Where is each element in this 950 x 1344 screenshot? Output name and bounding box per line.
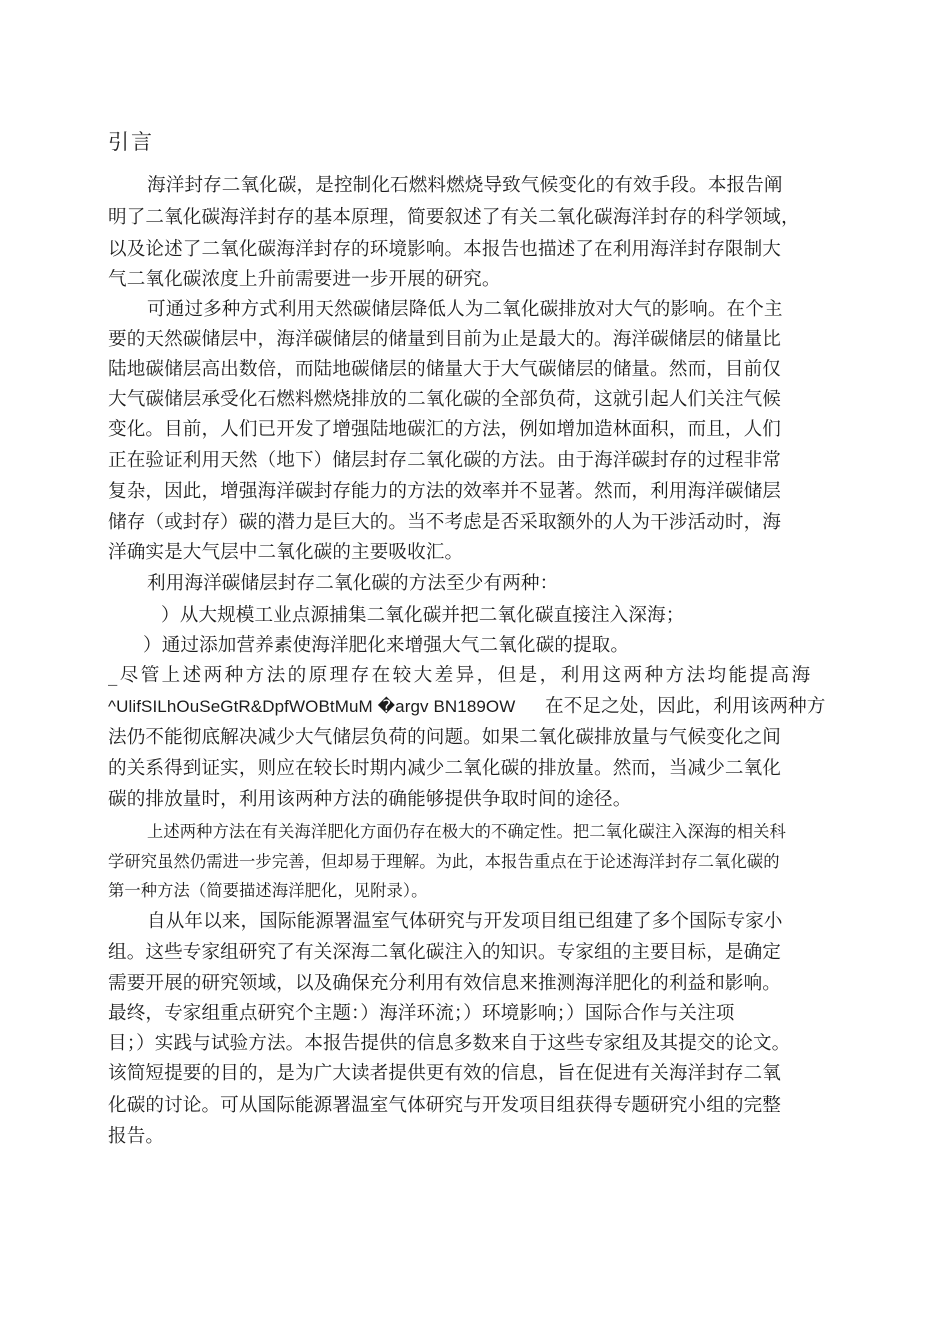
paragraph-2-line-5: 变化。目前，人们已开发了增强陆地碳汇的方法，例如增加造林面积，而且，人们	[108, 419, 781, 440]
paragraph-2-line-1: 可通过多种方式利用天然碳储层降低人为二氧化碳排放对大气的影响。在个主	[147, 299, 783, 320]
paragraph-6-line-5: 目；）实践与试验方法。本报告提供的信息多数来自于这些专家组及其提交的论文。	[108, 1033, 791, 1054]
paragraph-2-line-8: 储存（或封存）碳的潜力是巨大的。当不考虑是否采取额外的人为干涉活动时，海	[108, 512, 781, 533]
paragraph-4-line-4: 的关系得到证实，则应在较长时期内减少二氧化碳的排放量。然而，当减少二氧化	[108, 758, 781, 779]
paragraph-2-line-6: 正在验证利用天然（地下）储层封存二氧化碳的方法。由于海洋碳封存的过程非常	[108, 450, 781, 471]
paragraph-5-line-2: 学研究虽然仍需进一步完善，但却易于理解。为此，本报告重点在于论述海洋封存二氧化碳的	[108, 852, 780, 871]
paragraph-6-line-3: 需要开展的研究领域，以及确保充分利用有效信息来推测海洋肥化的利益和影响。	[108, 973, 781, 994]
paragraph-6-line-1: 自从年以来，国际能源署温室气体研究与开发项目组已组建了多个国际专家小	[147, 911, 783, 932]
paragraph-4-line-2-tail: 在不足之处，因此，利用该两种方	[545, 696, 826, 717]
paragraph-1-line-2: 明了二氧化碳海洋封存的基本原理，简要叙述了有关二氧化碳海洋封存的科学领域，	[108, 207, 800, 228]
paragraph-6-line-6: 该简短提要的目的，是为广大读者提供更有效的信息，旨在促进有关海洋封存二氧	[108, 1063, 781, 1084]
list-item-2: ）通过添加营养素使海洋肥化来增强大气二氧化碳的提取。	[143, 635, 630, 656]
paragraph-2-line-9: 洋确实是大气层中二氧化碳的主要吸收汇。	[108, 542, 464, 563]
paragraph-2-line-4: 大气碳储层承受化石燃料燃烧排放的二氧化碳的全部负荷，这就引起人们关注气候	[108, 389, 781, 410]
paragraph-4-line-3: 法仍不能彻底解决减少大气储层负荷的问题。如果二氧化碳排放量与气候变化之间	[108, 727, 781, 748]
paragraph-6-line-8: 报告。	[108, 1126, 165, 1147]
paragraph-6-line-2: 组。这些专家组研究了有关深海二氧化碳注入的知识。专家组的主要目标，是确定	[108, 942, 781, 963]
paragraph-1-line-1: 海洋封存二氧化碳，是控制化石燃料燃烧导致气候变化的有效手段。本报告阐	[147, 175, 783, 196]
paragraph-4-line-1: _尽管上述两种方法的原理存在较大差异，但是，利用这两种方法均能提高海	[108, 665, 813, 686]
paragraph-6-line-4: 最终，专家组重点研究个主题：）海洋环流；）环境影响；）国际合作与关注项	[108, 1003, 735, 1024]
paragraph-2-line-7: 复杂，因此，增强海洋碳封存能力的方法的效率并不显著。然而，利用海洋碳储层	[108, 481, 781, 502]
paragraph-5-line-3: 第一种方法（简要描述海洋肥化，见附录）。	[108, 881, 428, 900]
list-item-1: ）从大规模工业点源捕集二氧化碳并把二氧化碳直接注入深海；	[161, 605, 685, 626]
paragraph-2-line-3: 陆地碳储层高出数倍，而陆地碳储层的储量大于大气碳储层的储量。然而，目前仅	[108, 359, 781, 380]
paragraph-5-line-1: 上述两种方法在有关海洋肥化方面仍存在极大的不确定性。把二氧化碳注入深海的相关科	[147, 822, 786, 841]
paragraph-4-line-2-garbled: ^UlifSILhOuSeGtR&DpfWOBtMuM �argv BN189OW	[108, 697, 516, 716]
paragraph-1-line-4: 气二氧化碳浓度上升前需要进一步开展的研究。	[108, 269, 501, 290]
paragraph-2-line-2: 要的天然碳储层中，海洋碳储层的储量到目前为止是最大的。海洋碳储层的储量比	[108, 329, 781, 350]
section-title: 引言	[108, 130, 154, 154]
paragraph-6-line-7: 化碳的讨论。可从国际能源署温室气体研究与开发项目组获得专题研究小组的完整	[108, 1095, 781, 1116]
paragraph-4-line-5: 碳的排放量时，利用该两种方法的确能够提供争取时间的途径。	[108, 789, 632, 810]
paragraph-3-line-1: 利用海洋碳储层封存二氧化碳的方法至少有两种：	[147, 573, 559, 594]
paragraph-1-line-3: 以及论述了二氧化碳海洋封存的环境影响。本报告也描述了在利用海洋封存限制大	[108, 239, 781, 260]
